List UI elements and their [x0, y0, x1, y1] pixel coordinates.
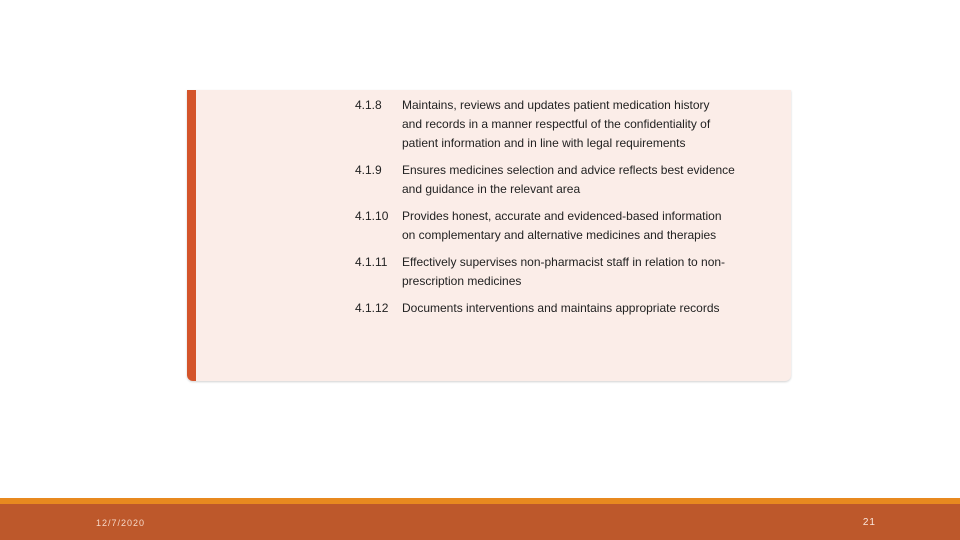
slide-footer: [0, 504, 960, 540]
competency-row: [355, 207, 775, 245]
competency-number: 4.1.11: [355, 255, 388, 269]
competency-text: Documents interventions and maintains appropriate records: [402, 301, 720, 315]
competency-number: 4.1.9: [355, 163, 382, 177]
competency-row: [355, 299, 775, 318]
panel-accent-bar: [187, 90, 196, 381]
competency-text: Effectively supervises non-pharmacist staff in relation to non- prescription medicines: [402, 255, 726, 288]
page-number: 21: [862, 517, 876, 528]
competency-list: [355, 96, 775, 326]
competency-number: 4.1.12: [355, 301, 389, 315]
competency-text: Provides honest, accurate and evidenced-based information on complementary and alternative medicines and therapies: [402, 209, 722, 242]
competency-row: [355, 161, 775, 199]
competency-number: 4.1.10: [355, 209, 389, 223]
competency-number: 4.1.8: [355, 98, 382, 112]
competency-row: [355, 96, 775, 153]
competency-row: [355, 253, 775, 291]
competency-text: Ensures medicines selection and advice reflects best evidence and guidance in the relevant area: [402, 163, 735, 196]
competency-panel: [187, 90, 791, 381]
competency-text: Maintains, reviews and updates patient medication history and records in a manner respectful of the confidentiality of patient information and in line with legal requirements: [402, 98, 711, 150]
footer-date: 12/7/2020: [96, 518, 146, 528]
